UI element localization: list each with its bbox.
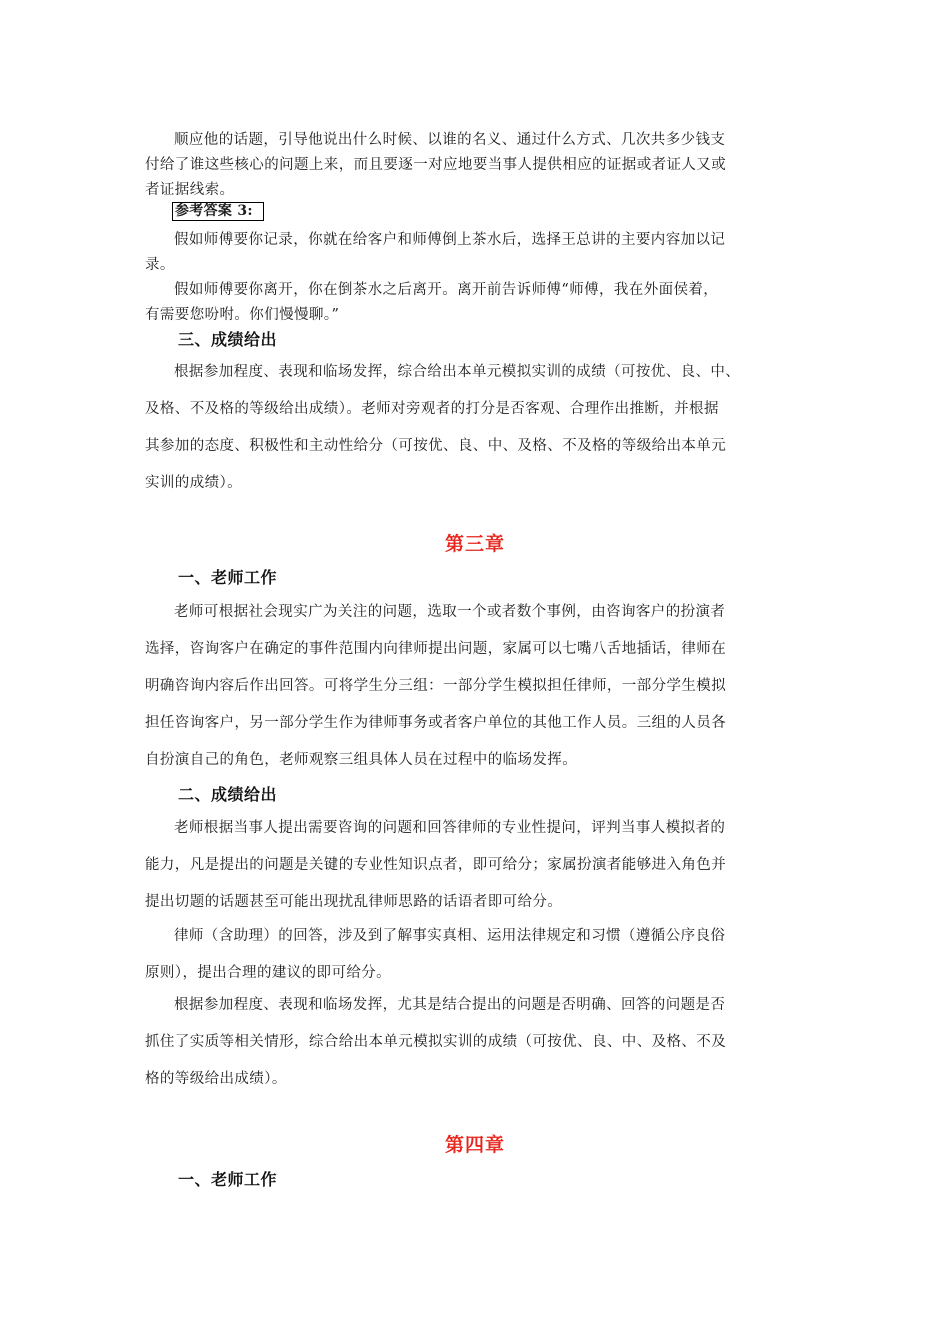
paragraph-line: 担任咨询客户，另一部分学生作为律师事务或者客户单位的其他工作人员。三组的人员各 (145, 715, 727, 731)
chapter-heading: 第四章 (444, 1134, 505, 1156)
section-heading: 二、成绩给出 (178, 785, 278, 804)
section-heading: 一、老师工作 (178, 568, 278, 587)
chapter-heading: 第三章 (444, 533, 505, 555)
paragraph-line: 其参加的态度、积极性和主动性给分（可按优、良、中、及格、不及格的等级给出本单元 (145, 438, 727, 454)
paragraph-line: 抓住了实质等相关情形，综合给出本单元模拟实训的成绩（可按优、良、中、及格、不及 (145, 1034, 727, 1050)
paragraph-line: 者证据线索。 (145, 182, 235, 198)
paragraph-line: 格的等级给出成绩）。 (145, 1071, 287, 1087)
paragraph-line: 根据参加程度、表现和临场发挥，综合给出本单元模拟实训的成绩（可按优、良、中、 (174, 364, 741, 380)
paragraph-line: 老师根据当事人提出需要咨询的问题和回答律师的专业性提问，评判当事人模拟者的 (174, 820, 726, 836)
paragraph-line: 自扮演自己的角色，老师观察三组具体人员在过程中的临场发挥。 (145, 752, 578, 768)
paragraph-line: 律师（含助理）的回答，涉及到了解事实真相、运用法律规定和习惯（遵循公序良俗 (174, 928, 726, 944)
paragraph-line: 顺应他的话题，引导他说出什么时候、以谁的名义、通过什么方式、几次共多少钱支 (174, 132, 726, 148)
paragraph-line: 录。 (145, 257, 175, 273)
paragraph-line: 选择，咨询客户在确定的事件范围内向律师提出问题，家属可以七嘴八舌地插话，律师在 (145, 641, 727, 657)
paragraph-line: 老师可根据社会现实广为关注的问题，选取一个或者数个事例，由咨询客户的扮演者 (174, 604, 726, 620)
paragraph-line: 假如师傅要你记录，你就在给客户和师傅倒上茶水后，选择王总讲的主要内容加以记 (174, 232, 726, 248)
paragraph-line: 有需要您吩咐。你们慢慢聊。” (145, 307, 340, 323)
section-heading: 三、成绩给出 (178, 330, 278, 349)
paragraph-line: 付给了谁这些核心的问题上来，而且要逐一对应地要当事人提供相应的证据或者证人又或 (145, 157, 727, 173)
paragraph-line: 原则），提出合理的建议的即可给分。 (145, 965, 392, 981)
reference-answer-label: 参考答案 3: (172, 202, 264, 221)
paragraph-line: 能力，凡是提出的问题是关键的专业性知识点者，即可给分；家属扮演者能够进入角色并 (145, 857, 727, 873)
paragraph-line: 实训的成绩）。 (145, 475, 243, 491)
paragraph-line: 假如师傅要你离开，你在倒茶水之后离开。离开前告诉师傅“师傅，我在外面侯着， (174, 282, 719, 298)
paragraph-line: 根据参加程度、表现和临场发挥，尤其是结合提出的问题是否明确、回答的问题是否 (174, 997, 726, 1013)
paragraph-line: 提出切题的话题甚至可能出现扰乱律师思路的话语者即可给分。 (145, 894, 563, 910)
paragraph-line: 明确咨询内容后作出回答。可将学生分三组：一部分学生模拟担任律师，一部分学生模拟 (145, 678, 727, 694)
section-heading: 一、老师工作 (178, 1170, 278, 1189)
paragraph-line: 及格、不及格的等级给出成绩）。老师对旁观者的打分是否客观、合理作出推断，并根据 (145, 401, 719, 417)
